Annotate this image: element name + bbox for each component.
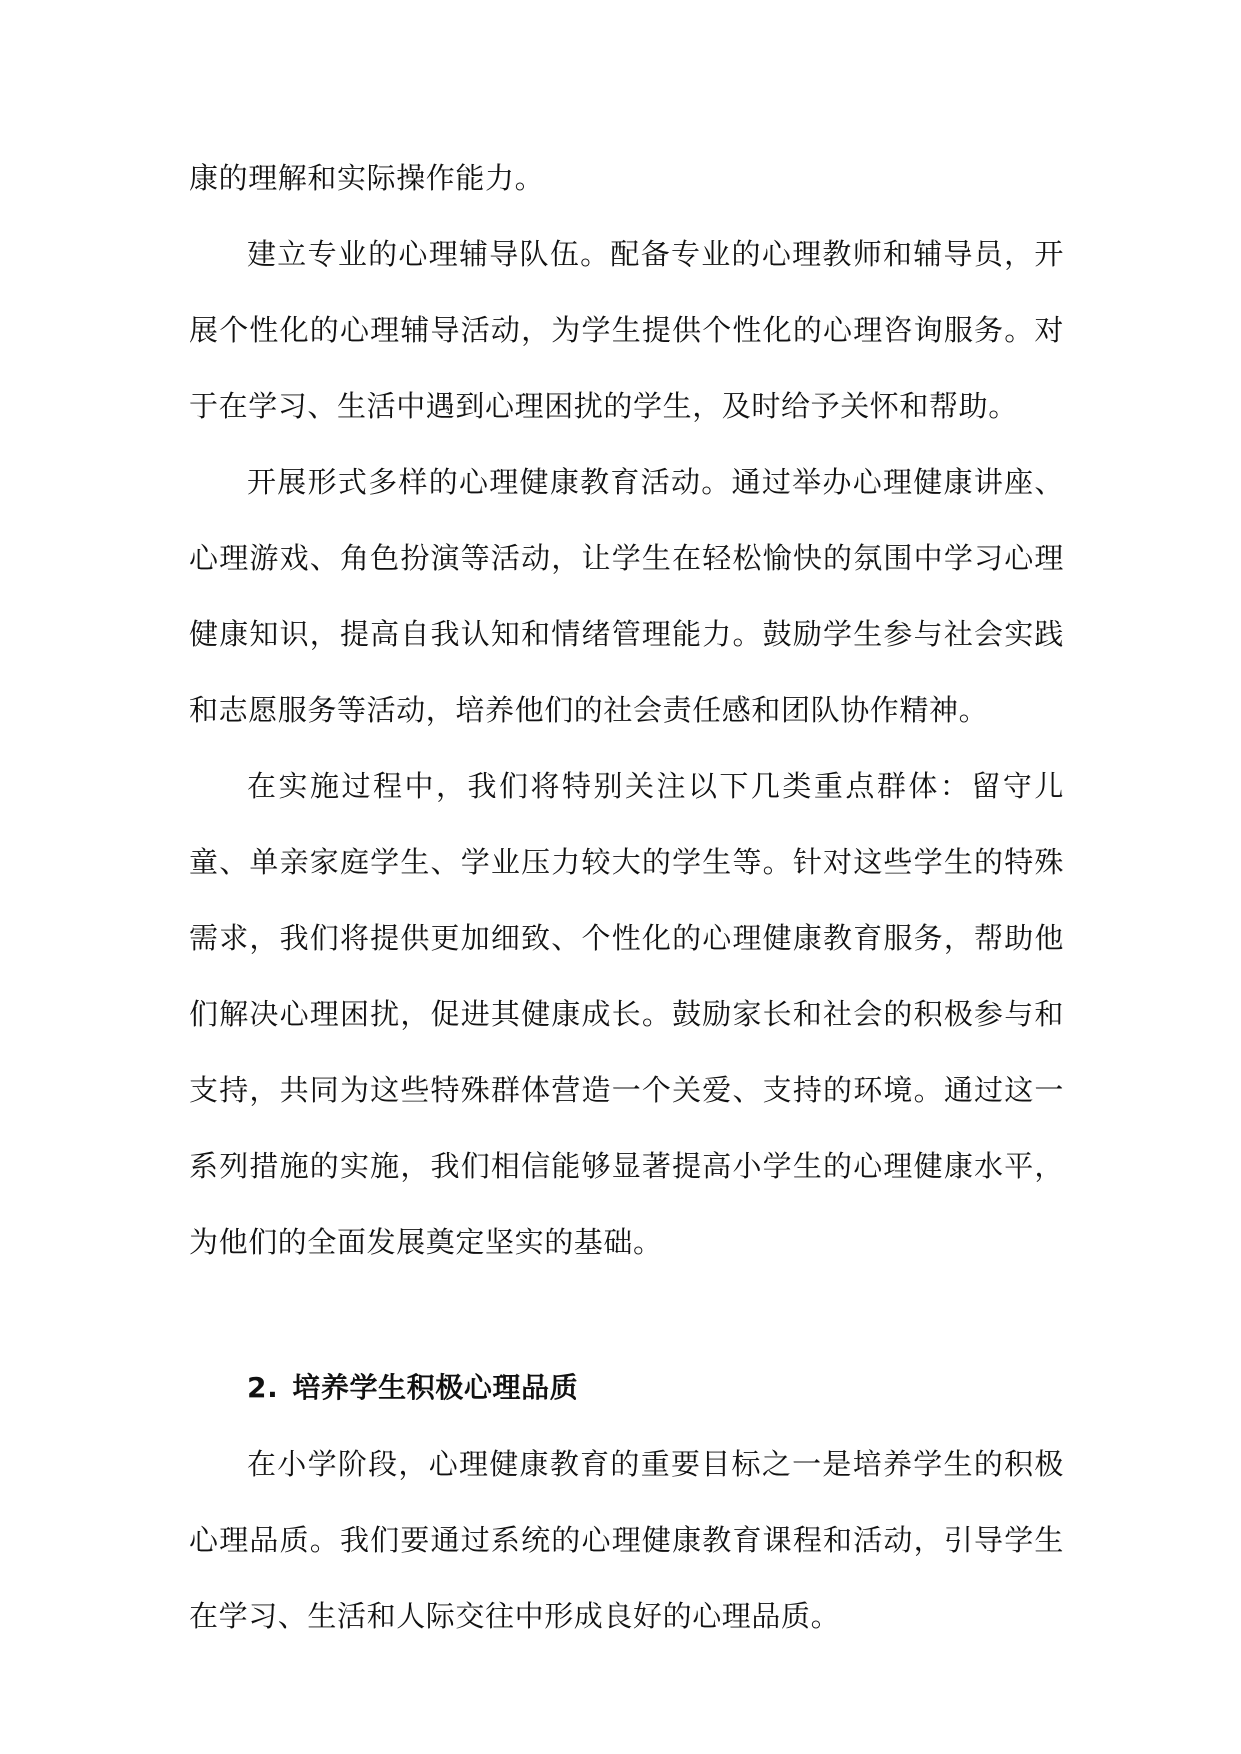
section-title: 培养学生积极心理品质 [292,1371,579,1404]
paragraph-counseling-team: 建立专业的心理辅导队伍。配备专业的心理教师和辅导员，开展个性化的心理辅导活动，为学生提供个性化的心理咨询服务。对于在学习、生活中遇到心理困扰的学生，及时给予关怀和帮助。 [189,237,1064,423]
section-heading [189,1350,1064,1426]
paragraph-key-groups: 在实施过程中，我们将特别关注以下几类重点群体：留守儿童、单亲家庭学生、学业压力较大的学生等。针对这些学生的特殊需求，我们将提供更加细致、个性化的心理健康教育服务，帮助他们解决心理困扰，促进其健康成长。鼓励家长和社会的积极参与和支持，共同为这些特殊群体营造一个关爱、支持的环境。通过这一系列措施的实施，我们相信能够显著提高小学生的心理健康水平，为他们的全面发展奠定坚实的基础。 [189,769,1064,1259]
document-body [189,140,1064,1654]
section-number: 2. [247,1371,279,1404]
paragraph-continuation: 康的理解和实际操作能力。 [189,161,545,195]
paragraph-activities: 开展形式多样的心理健康教育活动。通过举办心理健康讲座、心理游戏、角色扮演等活动，让学生在轻松愉快的氛围中学习心理健康知识，提高自我认知和情绪管理能力。鼓励学生参与社会实践和志愿服务等活动，培养他们的社会责任感和团队协作精神。 [189,465,1064,727]
paragraph-positive-qualities: 在小学阶段，心理健康教育的重要目标之一是培养学生的积极心理品质。我们要通过系统的心理健康教育课程和活动，引导学生在学习、生活和人际交往中形成良好的心理品质。 [189,1447,1064,1633]
